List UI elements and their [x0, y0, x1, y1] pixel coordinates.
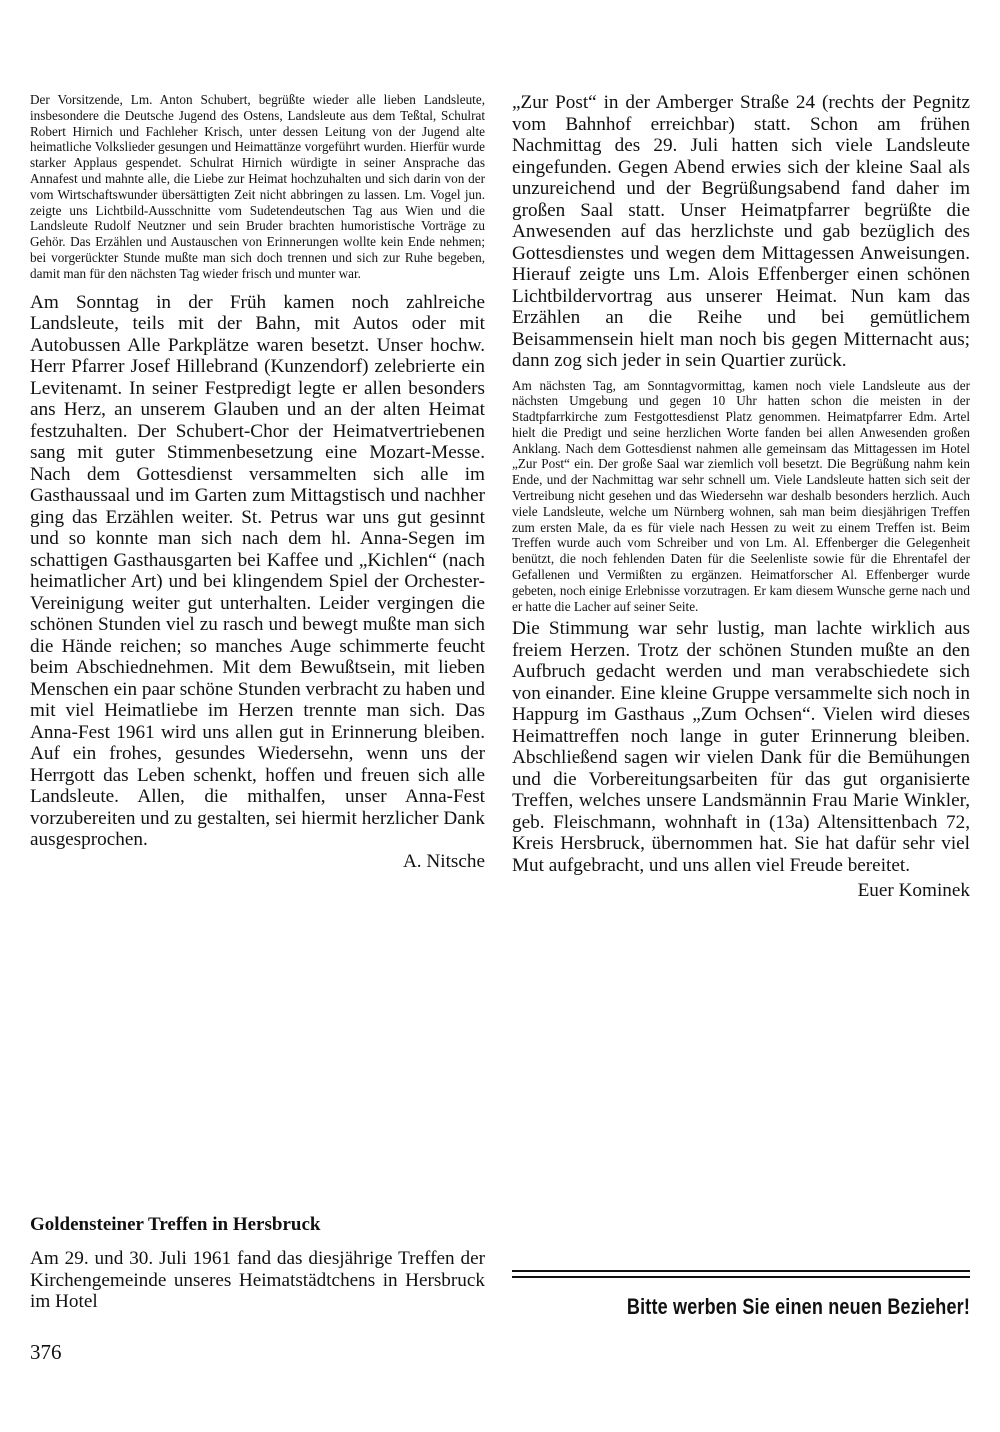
right-large-paragraph-1: „Zur Post“ in der Amberger Straße 24 (rechts der Pegnitz vom Bahnhof erreichbar) statt. Schon am frühen Nachmittag des 29. Juli hatten sich viele Landsleute eingefunden. Gegen Abend erwies sich der kleine Saal als unzureichend und der Begrüßungsabend fand daher im großen Saal statt. Unser Heimatpfarrer begrüßte die Anwesenden auf das herzlichste und gab bezüglich des Gottesdienstes und wegen dem Mittagessen Anweisungen. Hierauf zeigte uns Lm. Alois Effenberger einen schönen Lichtbildervortrag aus unserer Heimat. Nun kam das Erzählen an die Reihe und bei gemütlichem Beisammensein hielt man noch bis gegen Mitternacht aus; dann zog sich jeder in sein Quartier zurück. — [512, 92, 970, 371]
divider-rule-top — [512, 1270, 970, 1272]
left-small-paragraph: Der Vorsitzende, Lm. Anton Schubert, begrüßte wieder alle lieben Landsleute, insbesondere die Deutsche Jugend des Ostens, Landsleute aus dem Teßtal, Schulrat Robert Hirnich und Fachleher Krisch, unter dessen Leitung von der Jugend alte heimatliche Volkslieder gesungen und Heimattänze vorgeführt wurden. Hierfür wurde starker Applaus gespendet. Schulrat Hirnich würdigte in seiner Ansprache das Annafest und mahnte alle, die Liebe zur Heimat hochzuhalten und sich darin von der vom Wirtschaftswunder übersättigten Zeit nicht abbringen zu lassen. Lm. Vogel jun. zeigte uns Lichtbild-Ausschnitte vom Sudetendeutschen Tag aus Wien und die Landsleute Rudolf Neutzner und sein Bruder brachten humoristische Vorträge zu Gehör. Das Erzählen und Austauschen von Erinnerungen wollte kein Ende nehmen; bei vorgerückter Stunde mußte man sich doch trennen und sich zur Ruhe begeben, damit man für den nächsten Tag wieder frisch und munter war. — [30, 92, 485, 281]
page-number: 376 — [30, 1340, 62, 1364]
left-bottom-block — [30, 1248, 485, 1313]
left-signature: A. Nitsche — [402, 850, 485, 872]
left-bottom-paragraph: Am 29. und 30. Juli 1961 fand das diesjährige Treffen der Kirchengemeinde unseres Heimatstädtchens in Hersbruck im Hotel — [30, 1248, 485, 1312]
article-heading: Goldensteiner Treffen in Hersbruck — [30, 1214, 321, 1235]
right-large-paragraph-2: Die Stimmung war sehr lustig, man lachte wirklich aus freiem Herzen. Trotz der schönen Stunden mußte an den Aufbruch gedacht werden und man verabschiedete sich von einander. Eine kleine Gruppe versammelte sich noch in Happurg im Gasthaus „Zum Ochsen“. Vielen wird dieses Heimattreffen noch lange in guter Erinnerung bleiben. Abschließend sagen wir vielen Dank für die Bemühungen und die Vorbereitungsarbeiten für das gut organisierte Treffen, welches unsere Landsmännin Frau Marie Winkler, geb. Fleischmann, wohnhaft in (13a) Altensittenbach 72, Kreis Hersbruck, übernommen hat. Sie hat dafür sehr viel Mut aufgebracht, und uns allen viel Freude bereitet. — [512, 618, 970, 876]
left-large-paragraph: Am Sonntag in der Früh kamen noch zahlreiche Landsleute, teils mit der Bahn, mit Autos oder mit Autobussen Alle Parkplätze waren besetzt. Unser hochw. Herr Pfarrer Josef Hillebrand (Kunzendorf) zelebrierte ein Levitenamt. In seiner Festpredigt legte er allen besonders ans Herz, an unserem Glauben und an der alten Heimat festzuhalten. Der Schubert-Chor der Heimatvertriebenen sang mit guter Stimmenbesetzung eine Mozart-Messe. Nach dem Gottesdienst versammelten sich alle im Gasthaussaal und im Garten zum Mittagstisch und nachher ging das Erzählen weiter. St. Petrus war uns gut gesinnt und so konnte man sich nach dem hl. Anna-Segen im schattigen Gasthausgarten bei Kaffee und „Kichlen“ (nach heimatlicher Art) und bei klingendem Spiel der Orchester-Vereinigung weiter gut unterhalten. Leider vergingen die schönen Stunden viel zu rasch und bewegt mußte man sich die Hände reichen; so manches Auge schimmerte feucht beim Abschiednehmen. Mit dem Bewußtsein, mit lieben Menschen ein paar schöne Stunden verbracht zu haben und mit viel Heimatliebe im Herzen trennte man sich. Das Anna-Fest 1961 wird uns allen gut in Erinnerung bleiben. Auf ein frohes, gesundes Wiedersehn, wenn uns der Herrgott das Leben schenkt, hoffen und freuen sich alle Landsleute. Allen, die mithalfen, unser Anna-Fest vorzubereiten und zu gestalten, sei hiermit herzlicher Dank ausgesprochen. — [30, 291, 486, 851]
right-small-paragraph: Am nächsten Tag, am Sonntagvormittag, kamen noch viele Landsleute aus der nächsten Umgebung und gegen 10 Uhr hatten schon die meisten in der Stadtpfarrkirche zum Festgottesdienst Platz genommen. Heimatpfarrer Edm. Artel hielt die Predigt und seine herzlichen Worte fanden bei allen Anwesenden großen Anklang. Nach dem Gottesdienst nahmen alle gemeinsam das Mittagessen im Hotel „Zur Post“ ein. Der große Saal war ziemlich voll besetzt. Die Begrüßung nahm kein Ende, und der Nachmittag war sehr schnell um. Viele Landsleute hatten sich seit der Vertreibung nicht gesehen und das Wiedersehn war deshalb besonders herzlich. Auch viele Landsleute, welche um Nürnberg wohnen, sah man beim diesjährigen Treffen zum ersten Male, da es für viele nach Hessen zu weit zu einem Treffen ist. Beim Treffen wurde auch vom Schreiber und von Lm. Al. Effenberger die Gelegenheit benützt, die noch fehlenden Daten für die Seelenliste sowie für die Ehrentafel der Gefallenen und Vermißten zu ergänzen. Heimatforscher Al. Effenberger wurde gebeten, noch einige Erlebnisse vorzutragen. Er kam diesem Wunsche gerne nach und er hatte die Lacher auf seiner Seite. — [512, 377, 970, 614]
advertisement-banner: Bitte werben Sie einen neuen Bezieher! — [626, 1294, 970, 1319]
right-signature: Euer Kominek — [857, 880, 970, 902]
left-column — [30, 92, 485, 872]
right-column — [512, 92, 970, 902]
divider-rule-bottom — [512, 1276, 970, 1278]
